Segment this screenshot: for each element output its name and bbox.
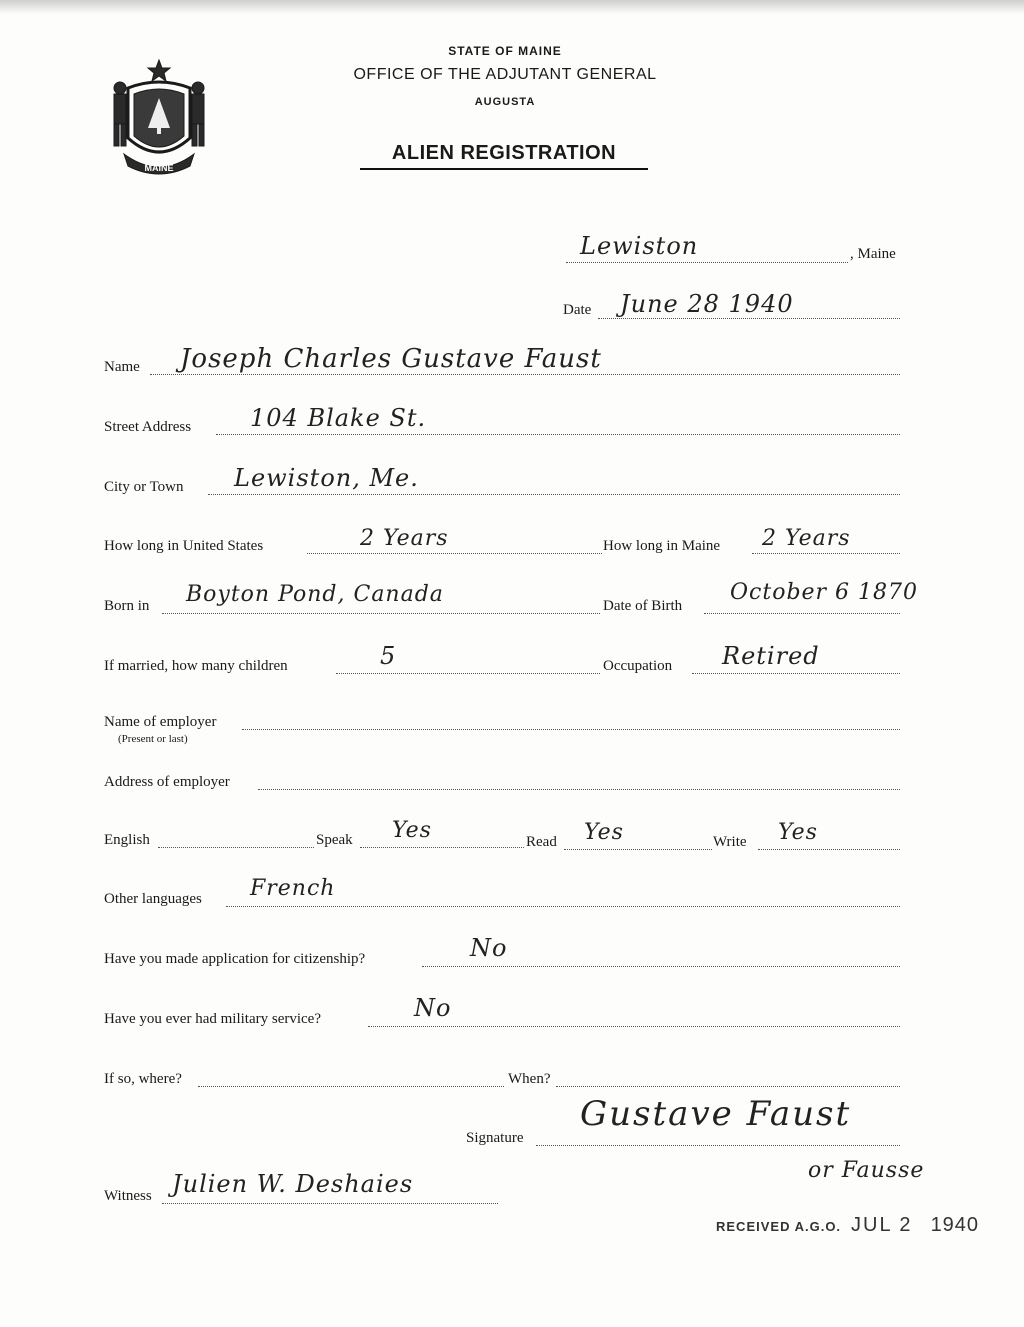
when-label: When? [508, 1071, 551, 1087]
date-line [598, 318, 900, 319]
write-line [758, 849, 900, 850]
date-of-birth-line [704, 613, 900, 614]
employer-address-line [258, 789, 900, 790]
speak-line [360, 847, 524, 848]
citizenship-value: No [470, 934, 508, 962]
employer-name-sublabel: (Present or last) [118, 733, 188, 745]
witness-label: Witness [104, 1188, 152, 1204]
how-long-us-line [307, 553, 602, 554]
date-of-birth-value: October 6 1870 [730, 580, 919, 605]
employer-name-line [242, 729, 900, 730]
children-value: 5 [380, 642, 397, 670]
header-city: AUGUSTA [474, 96, 536, 108]
born-in-value: Boyton Pond, Canada [186, 582, 444, 607]
date-value: June 28 1940 [620, 290, 794, 318]
occupation-line [692, 673, 900, 674]
signature-label: Signature [466, 1130, 524, 1146]
page-title: ALIEN REGISTRATION [360, 142, 648, 170]
town-value: Lewiston [580, 232, 699, 260]
signature-line [536, 1145, 900, 1146]
seal-banner-text: MAINE [144, 163, 174, 173]
occupation-value: Retired [722, 642, 820, 670]
born-in-line [162, 613, 600, 614]
town-line [566, 262, 848, 263]
maine-state-seal-icon [106, 58, 212, 176]
city-label: City or Town [104, 479, 184, 495]
children-label: If married, how many children [104, 658, 288, 674]
city-value: Lewiston, Me. [234, 464, 419, 492]
english-line [158, 847, 314, 848]
street-address-value: 104 Blake St. [250, 404, 427, 432]
header-state: STATE OF MAINE [448, 44, 562, 58]
scan-edge [0, 0, 1024, 14]
witness-line [162, 1203, 498, 1204]
name-line [150, 374, 900, 375]
witness-value: Julien W. Deshaies [172, 1170, 414, 1198]
speak-value: Yes [392, 818, 432, 843]
born-in-label: Born in [104, 598, 150, 614]
if-so-where-label: If so, where? [104, 1071, 182, 1087]
english-label: English [104, 832, 150, 848]
employer-address-label: Address of employer [104, 774, 230, 790]
military-value: No [414, 994, 452, 1022]
citizenship-label: Have you made application for citizenship? [104, 951, 366, 967]
received-stamp [716, 1214, 979, 1237]
how-long-maine-label: How long in Maine [603, 538, 721, 554]
read-label: Read [526, 834, 557, 850]
other-languages-value: French [250, 876, 336, 901]
children-line [336, 673, 600, 674]
stamp-month-day: JUL 2 [851, 1214, 913, 1236]
signature-alt-value: or Fausse [808, 1158, 925, 1183]
maine-label: , Maine [850, 246, 896, 262]
write-value: Yes [778, 820, 818, 845]
how-long-us-value: 2 Years [360, 526, 449, 551]
date-of-birth-label: Date of Birth [603, 598, 683, 614]
street-address-label: Street Address [104, 419, 192, 435]
name-value: Joseph Charles Gustave Faust [180, 344, 602, 374]
employer-name-label: Name of employer [104, 714, 217, 730]
signature-value: Gustave Faust [580, 1094, 852, 1134]
name-label: Name [104, 359, 140, 375]
stamp-year: 1940 [930, 1214, 980, 1236]
how-long-maine-value: 2 Years [762, 526, 851, 551]
stamp-received: RECEIVED A.G.O. [716, 1219, 842, 1234]
citizenship-line [422, 966, 900, 967]
how-long-maine-line [752, 553, 900, 554]
read-line [564, 849, 712, 850]
speak-label: Speak [316, 832, 353, 848]
occupation-label: Occupation [603, 658, 673, 674]
when-line [556, 1086, 900, 1087]
city-line [208, 494, 900, 495]
how-long-us-label: How long in United States [104, 538, 264, 554]
military-line [368, 1026, 900, 1027]
other-languages-label: Other languages [104, 891, 202, 907]
read-value: Yes [584, 820, 624, 845]
date-label: Date [563, 302, 592, 318]
header-office: OFFICE OF THE ADJUTANT GENERAL [353, 66, 657, 83]
if-so-where-line [198, 1086, 504, 1087]
write-label: Write [713, 834, 747, 850]
street-address-line [216, 434, 900, 435]
other-languages-line [226, 906, 900, 907]
military-label: Have you ever had military service? [104, 1011, 321, 1027]
